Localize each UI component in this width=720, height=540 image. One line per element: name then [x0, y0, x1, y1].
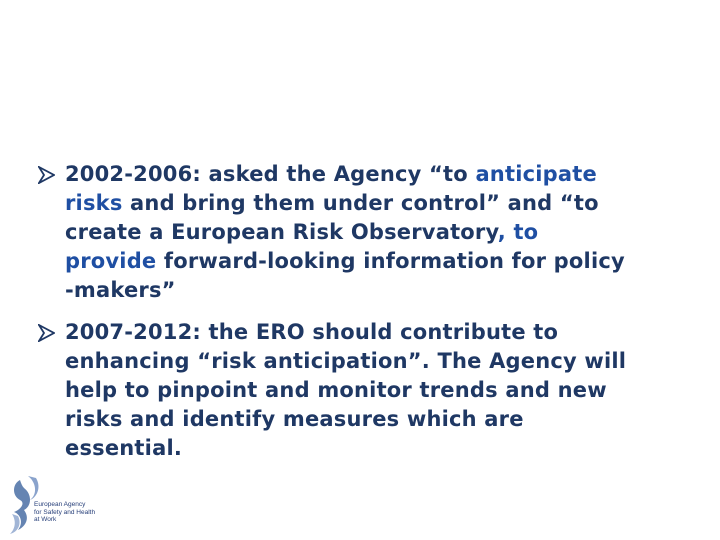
highlight-anticipate: anticipate [475, 162, 597, 186]
bullet-2007-2012 [38, 318, 708, 463]
bullet-text: -makers” [65, 278, 176, 302]
highlight-comma-to: , to [497, 220, 539, 244]
logo-line: European Agency [34, 501, 86, 508]
bullet-line [65, 160, 708, 189]
bullet-line [65, 276, 708, 305]
bullet-line: enhancing “risk anticipation”. The Agency will [65, 349, 627, 373]
bullet-line: 2007-2012: the ERO should contribute to [65, 320, 559, 344]
arrow-bullet-icon [38, 166, 55, 184]
bullet-text: 2002-2006: asked the Agency “to [65, 162, 476, 186]
arrow-bullet-icon [38, 324, 55, 342]
bullet-line [65, 247, 708, 276]
highlight-risks: risks [65, 191, 123, 215]
slide-content [38, 160, 708, 463]
bullet-line: essential. [65, 436, 183, 460]
highlight-provide: provide [65, 249, 157, 273]
bullet-line: help to pinpoint and monitor trends and new [65, 378, 607, 402]
logo-text [34, 501, 95, 524]
logo-line: at Work [34, 516, 57, 523]
bullet-line [65, 189, 708, 218]
bullet-text: forward-looking information for policy [156, 249, 625, 273]
bullet-text: and bring them under control” and “to [122, 191, 599, 215]
bullet-line [65, 218, 708, 247]
logo-line: for Safety and Health [34, 508, 96, 516]
bullet-2002-2006 [38, 160, 708, 305]
bullet-text: create a European Risk Observatory [65, 220, 498, 244]
bullet-line: risks and identify measures which are [65, 407, 524, 431]
